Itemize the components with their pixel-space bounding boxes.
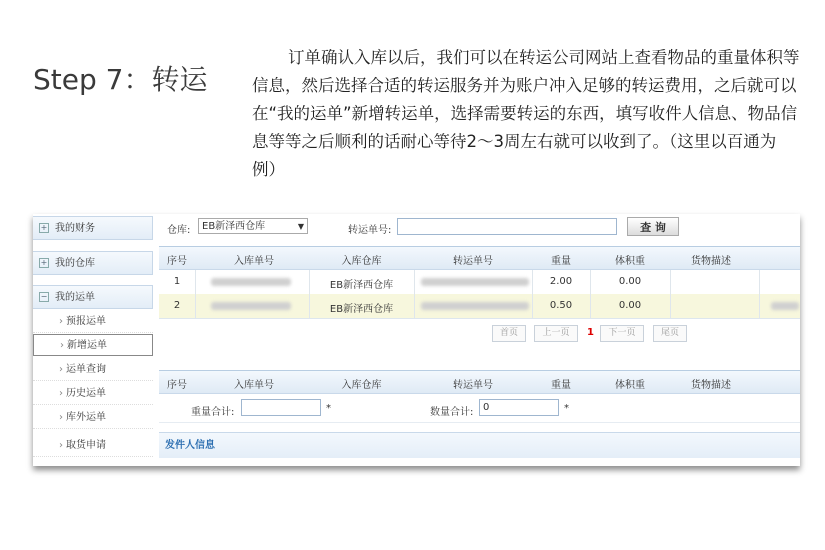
sidebar-group-label: 我的运单 (55, 292, 95, 303)
step-title: Step 7：转运 (33, 63, 208, 96)
warehouse-select[interactable] (198, 218, 308, 234)
row-weight: 0.50 (549, 300, 573, 311)
sender-info-header[interactable]: 发件人信息 (159, 432, 800, 458)
sidebar-group-waybill[interactable] (33, 285, 153, 309)
sidebar-item-label: 取货申请 (66, 440, 106, 451)
row-warehouse: EB新泽西仓库 (329, 304, 394, 315)
table-row[interactable] (159, 270, 800, 295)
sidebar-item-pickup[interactable] (33, 435, 153, 457)
row-index: 1 (173, 276, 181, 287)
chevron-right-icon: › (59, 388, 63, 399)
sidebar-group-finance[interactable] (33, 216, 153, 240)
column-divider (532, 294, 533, 318)
column-divider (195, 270, 196, 294)
pager-prev-button[interactable]: 上一页 (534, 325, 578, 342)
count-total-label: 数量合计: (430, 407, 474, 418)
column-header: 入库单号 (234, 256, 274, 267)
column-header: 序号 (167, 380, 187, 391)
sidebar-group-warehouse[interactable] (33, 251, 153, 275)
table-header (159, 246, 800, 270)
totals-row (159, 394, 800, 423)
expand-icon: + (40, 223, 48, 232)
chevron-right-icon: › (59, 440, 63, 451)
sidebar-item-label: 新增运单 (67, 340, 107, 351)
step-description: 订单确认入库以后，我们可以在转运公司网站上查看物品的重量体积等信息，然后选择合适的转运服务并为账户冲入足够的转运费用，之后就可以在“我的运单”新增转运单，选择需要转运的东西，填写收件人信息、物品信息等等之后顺利的话耐心等待2～3周左右就可以收到了。（这里以百通为例） (252, 48, 800, 179)
search-button[interactable]: 查 询 (627, 217, 679, 236)
redacted-description (771, 302, 799, 310)
warehouse-label: 仓库: (167, 225, 191, 236)
sidebar-item-label: 历史运单 (66, 388, 106, 399)
column-divider (590, 294, 591, 318)
row-index: 2 (173, 300, 181, 311)
count-total-input[interactable]: 0 (479, 399, 559, 416)
column-header: 转运单号 (453, 380, 493, 391)
sidebar-group-label: 我的财务 (55, 223, 95, 234)
collapse-icon: − (40, 292, 48, 301)
column-header: 入库仓库 (341, 256, 382, 267)
sidebar-item-forecast[interactable] (33, 311, 153, 333)
redacted-tracking-number (421, 278, 529, 286)
column-header: 序号 (167, 256, 187, 267)
redacted-inbound-number (211, 302, 291, 310)
selected-table-header (159, 370, 800, 394)
weight-total-label: 重量合计: (191, 407, 235, 418)
row-warehouse: EB新泽西仓库 (329, 280, 394, 291)
dropdown-arrow-icon: ▼ (297, 222, 304, 231)
weight-total-input[interactable] (241, 399, 321, 416)
column-header: 货物描述 (691, 380, 731, 391)
column-divider (309, 294, 310, 318)
column-divider (195, 294, 196, 318)
tracking-label: 转运单号: (348, 225, 392, 236)
required-star: * (326, 403, 331, 414)
chevron-right-icon: › (59, 364, 63, 375)
pager-first-button[interactable]: 首页 (492, 325, 526, 342)
row-volume: 0.00 (618, 300, 642, 311)
pager-next-button[interactable]: 下一页 (600, 325, 644, 342)
tracking-input[interactable] (397, 218, 617, 235)
column-header: 体积重 (615, 380, 645, 391)
sidebar-item-new-waybill[interactable] (33, 334, 153, 356)
column-divider (532, 270, 533, 294)
sidebar (33, 214, 153, 466)
column-header: 体积重 (615, 256, 645, 267)
column-header: 货物描述 (691, 256, 731, 267)
sidebar-group-label: 我的仓库 (55, 258, 95, 269)
expand-icon: + (40, 258, 48, 267)
main-content (159, 214, 800, 466)
column-header: 重量 (551, 380, 571, 391)
screenshot-panel (33, 214, 800, 466)
column-header: 入库仓库 (341, 380, 382, 391)
column-divider (590, 270, 591, 294)
pager-current: 1 (587, 327, 594, 338)
sidebar-item-external[interactable] (33, 407, 153, 429)
redacted-inbound-number (211, 278, 291, 286)
row-volume: 0.00 (618, 276, 642, 287)
chevron-right-icon: › (59, 316, 63, 327)
column-divider (670, 270, 671, 294)
sidebar-item-label: 库外运单 (66, 412, 106, 423)
column-divider (414, 270, 415, 294)
column-divider (759, 270, 760, 294)
pager-last-button[interactable]: 尾页 (653, 325, 687, 342)
sidebar-item-label: 预报运单 (66, 316, 106, 327)
column-header: 入库单号 (234, 380, 274, 391)
sidebar-item-history[interactable] (33, 383, 153, 405)
column-divider (759, 294, 760, 318)
redacted-tracking-number (421, 302, 529, 310)
chevron-right-icon: › (60, 340, 64, 351)
chevron-right-icon: › (59, 412, 63, 423)
column-divider (414, 294, 415, 318)
warehouse-select-value: EB新泽西仓库 (202, 221, 266, 232)
column-header: 转运单号 (453, 256, 493, 267)
column-divider (670, 294, 671, 318)
column-header: 重量 (551, 256, 571, 267)
filter-bar (159, 214, 800, 240)
row-weight: 2.00 (549, 276, 573, 287)
sidebar-item-label: 运单查询 (66, 364, 106, 375)
sidebar-item-query[interactable] (33, 359, 153, 381)
table-row[interactable] (159, 294, 800, 319)
required-star: * (564, 403, 569, 414)
column-divider (309, 270, 310, 294)
